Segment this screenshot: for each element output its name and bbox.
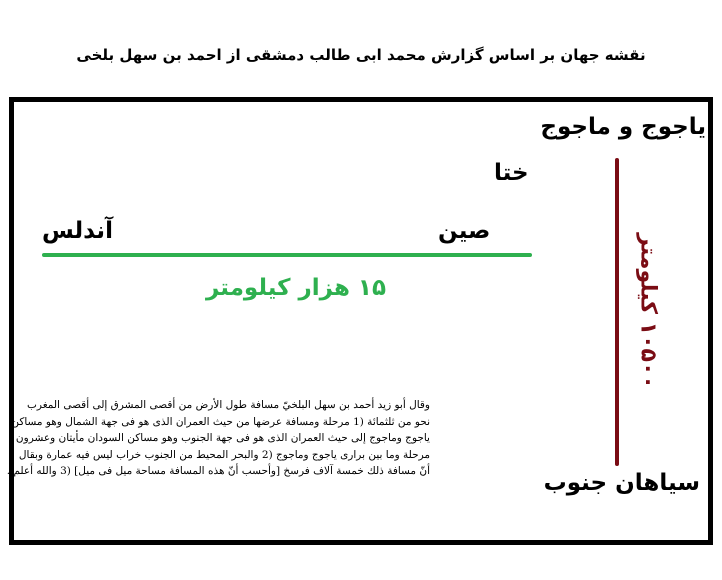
excerpt-line: ياجوج وماجوج إلى حيث العمران الذى هو فى جهة الجنوب وهو مساكن السودان مأيتان وعشرون [15,432,430,444]
excerpt-line: وقال أبو زيد أحمد بن سهل البلخيّ مسافة طول الأرض من أقصى المشرق إلى أقصى المغرب [27,399,430,411]
excerpt-line: نحو من ثلثمائة (1 مرحلة ومسافة عرضها من حيث العمران الذى هو فى جهة الشمال وهو مساكن [11,415,430,428]
label-khata: ختا [494,160,529,186]
north-south-distance-line [615,158,619,466]
label-andalus: آندلس [42,218,113,244]
arabic-source-excerpt [6,397,430,480]
label-southern-blacks: سیاهان جنوب [543,470,700,496]
page-title: نقشه جهان بر اساس گزارش محمد ابی طالب دمشقی از احمد بن سهل بلخی [76,46,646,64]
label-sin: صین [438,218,491,244]
label-yajuj-majuj: یاجوج و ماجوج [540,114,706,140]
excerpt-line: أنّ مسافة ذلك خمسة آلاف فرسخ [وأحسب أنّ هذه المسافة مساحة ميل فى ميل] (3 والله أعلم . [6,465,430,477]
excerpt-line: مرحلة وما بين برارى ياجوج وماجوج (2 والبحر المحيط من الجنوب خراب ليس فيه عمارة وبقال [18,448,430,461]
east-west-distance-line [42,253,532,257]
north-south-distance-label: ۱۰۵۰۰ کیلومتر [635,233,661,389]
east-west-distance-label: ۱۵ هزار کیلومتر [206,275,386,301]
